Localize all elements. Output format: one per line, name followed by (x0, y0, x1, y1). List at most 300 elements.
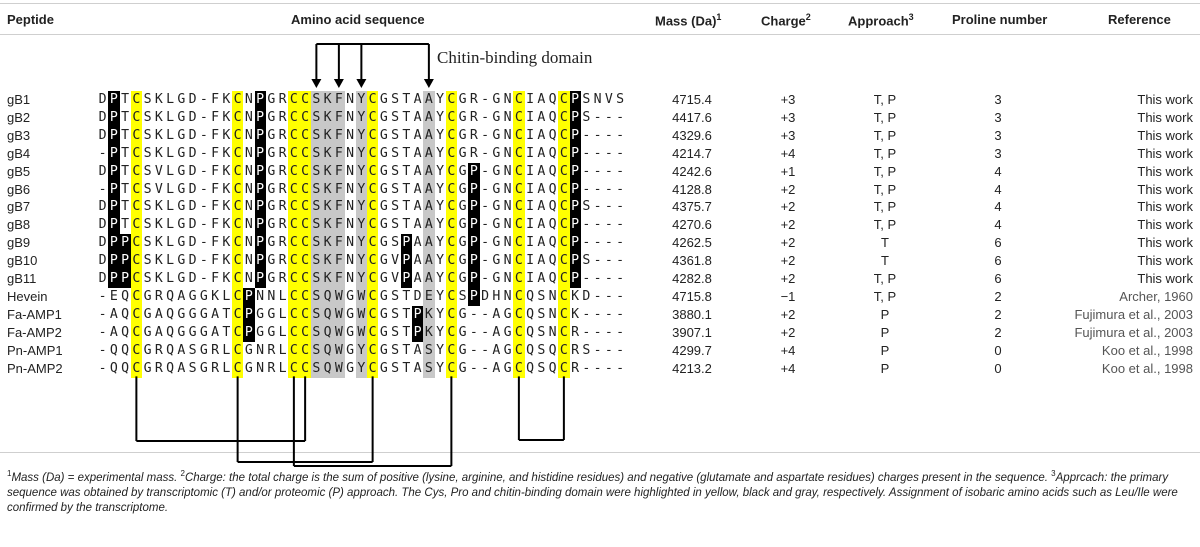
residue: A (424, 92, 433, 107)
residue: P (571, 127, 580, 143)
residue: K (222, 271, 231, 286)
residue: N (503, 145, 512, 161)
residue: S (312, 127, 321, 143)
residue: F (211, 253, 220, 269)
residue: S (582, 109, 591, 125)
residue: R (267, 342, 276, 358)
residue: C (233, 342, 242, 358)
residue: L (222, 360, 231, 376)
residue: D (582, 288, 591, 304)
residue: F (334, 163, 343, 179)
residue: A (211, 306, 220, 322)
charge-value: +4 (780, 342, 796, 358)
residue: P (256, 109, 265, 125)
proline-count: 4 (994, 199, 1002, 215)
residue: A (154, 324, 163, 340)
residue: F (334, 145, 343, 161)
residue: P (571, 235, 580, 251)
residue: - (604, 181, 613, 197)
residue: R (278, 92, 287, 107)
residue: T (121, 127, 130, 143)
residue: P (244, 306, 253, 322)
residue: G (267, 271, 276, 286)
residue: G (256, 324, 265, 340)
residue: P (571, 181, 580, 197)
residue: G (346, 342, 355, 358)
residue: C (559, 217, 568, 233)
residue: F (334, 127, 343, 143)
residue: S (391, 109, 400, 125)
residue: S (391, 360, 400, 376)
residue: S (143, 271, 152, 286)
residue: I (526, 253, 535, 269)
residue: - (616, 109, 625, 125)
peptide-name: gB3 (7, 127, 31, 143)
approach-value: T, P (873, 271, 897, 286)
residue: S (312, 163, 321, 179)
residue: - (582, 235, 591, 251)
residue: C (447, 288, 456, 304)
charge-value: +3 (780, 92, 796, 107)
residue: F (334, 199, 343, 215)
residue: C (289, 181, 298, 197)
residue: C (514, 288, 523, 304)
residue: K (154, 109, 163, 125)
residue: N (346, 163, 355, 179)
mass-value: 4299.7 (672, 342, 712, 358)
residue: C (368, 145, 377, 161)
reference: Fujimura et al., 2003 (1074, 324, 1193, 340)
residue: F (334, 109, 343, 125)
residue: - (469, 342, 478, 358)
residue: C (289, 360, 298, 376)
residue: K (154, 253, 163, 269)
residue: C (301, 199, 310, 215)
residue: P (413, 306, 422, 322)
residue: N (503, 271, 512, 286)
residue: - (481, 127, 490, 143)
residue: C (559, 288, 568, 304)
residue: S (143, 109, 152, 125)
residue: G (177, 109, 186, 125)
residue: P (256, 235, 265, 251)
residue: N (503, 181, 512, 197)
residue: C (301, 288, 310, 304)
peptide-name: gB11 (7, 271, 37, 286)
residue: - (616, 324, 625, 340)
residue: P (469, 199, 478, 215)
residue: - (199, 92, 208, 107)
residue: G (379, 253, 388, 269)
residue: C (132, 92, 141, 107)
peptide-name: gB1 (7, 92, 31, 107)
residue: G (177, 199, 186, 215)
residue: C (559, 92, 568, 107)
residue: Q (548, 235, 557, 251)
residue: G (379, 92, 388, 107)
residue: G (199, 360, 208, 376)
residue: K (323, 92, 332, 107)
residue: C (301, 360, 310, 376)
charge-value: +2 (780, 253, 796, 269)
residue: - (199, 109, 208, 125)
residue: - (593, 235, 602, 251)
residue: A (211, 324, 220, 340)
footnotes (7, 466, 1195, 516)
residue: G (244, 360, 253, 376)
residue: G (379, 217, 388, 233)
header-reference: Reference (1108, 12, 1171, 27)
residue: T (402, 199, 411, 215)
residue: F (211, 145, 220, 161)
residue: C (301, 324, 310, 340)
residue: T (402, 306, 411, 322)
residue: L (278, 360, 287, 376)
residue: - (604, 235, 613, 251)
residue: P (256, 163, 265, 179)
residue: D (188, 217, 197, 233)
residue: C (368, 92, 377, 107)
residue: R (278, 109, 287, 125)
residue: R (278, 217, 287, 233)
residue: C (514, 360, 523, 376)
residue: C (514, 181, 523, 197)
residue: P (469, 235, 478, 251)
residue: C (514, 145, 523, 161)
residue: - (616, 288, 625, 304)
residue: P (109, 235, 118, 251)
residue: - (199, 235, 208, 251)
residue: C (368, 253, 377, 269)
peptide-name: gB2 (7, 109, 31, 125)
residue: V (604, 92, 613, 107)
residue: F (334, 181, 343, 197)
residue: P (121, 235, 130, 251)
residue: T (121, 199, 130, 215)
residue: - (604, 217, 613, 233)
residue: P (109, 127, 118, 143)
residue: C (559, 127, 568, 143)
residue: T (402, 217, 411, 233)
residue: S (537, 360, 546, 376)
residue: C (132, 181, 141, 197)
approach-value: P (880, 342, 890, 358)
reference: This work (1137, 109, 1193, 125)
residue: G (492, 217, 501, 233)
residue: P (256, 217, 265, 233)
residue: T (402, 109, 411, 125)
residue: C (559, 145, 568, 161)
residue: Q (323, 324, 332, 340)
residue: N (256, 288, 265, 304)
residue: S (312, 271, 321, 286)
residue: R (154, 342, 163, 358)
residue: S (312, 342, 321, 358)
residue: - (469, 324, 478, 340)
residue: V (154, 181, 163, 197)
residue: G (188, 306, 197, 322)
approach-value: T, P (873, 199, 897, 215)
residue: N (244, 235, 253, 251)
residue: - (98, 145, 107, 161)
residue: G (379, 163, 388, 179)
residue: K (222, 199, 231, 215)
residue: C (289, 92, 298, 107)
residue: Q (526, 324, 535, 340)
residue: A (492, 324, 501, 340)
residue: Y (436, 235, 445, 251)
proline-count: 2 (994, 288, 1002, 304)
residue: K (323, 127, 332, 143)
residue: D (188, 253, 197, 269)
residue: C (289, 253, 298, 269)
residue: C (447, 324, 456, 340)
peptide-name: gB4 (7, 145, 31, 161)
residue: - (481, 360, 490, 376)
residue: R (278, 145, 287, 161)
header-charge-sup: 2 (805, 12, 811, 22)
residue: C (301, 253, 310, 269)
residue: C (368, 306, 377, 322)
residue: R (469, 145, 478, 161)
residue: N (503, 217, 512, 233)
residue: P (244, 288, 253, 304)
residue: G (503, 324, 512, 340)
residue: C (514, 217, 523, 233)
residue: - (604, 288, 613, 304)
residue: A (154, 306, 163, 322)
approach-value: T, P (873, 127, 897, 143)
residue: C (233, 217, 242, 233)
residue: G (379, 109, 388, 125)
mass-value: 3880.1 (672, 306, 712, 322)
residue: - (98, 288, 107, 304)
residue: R (211, 342, 220, 358)
residue: - (481, 92, 490, 107)
residue: P (571, 92, 580, 107)
residue: N (503, 92, 512, 107)
residue: N (346, 145, 355, 161)
residue: P (109, 145, 118, 161)
residue: G (244, 342, 253, 358)
residue: N (548, 306, 557, 322)
residue: A (492, 342, 501, 358)
residue: F (334, 235, 343, 251)
residue: N (346, 127, 355, 143)
residue: N (244, 109, 253, 125)
residue: D (188, 181, 197, 197)
residue: - (582, 306, 591, 322)
residue: - (604, 324, 613, 340)
residue: Y (357, 145, 366, 161)
residue: - (582, 271, 591, 286)
residue: P (109, 253, 118, 269)
residue: C (514, 271, 523, 286)
residue: D (481, 288, 490, 304)
residue: C (368, 324, 377, 340)
residue: C (233, 271, 242, 286)
residue: N (244, 253, 253, 269)
residue: C (289, 199, 298, 215)
residue: P (571, 145, 580, 161)
reference: This work (1137, 217, 1193, 233)
residue: - (582, 181, 591, 197)
residue: Y (436, 127, 445, 143)
residue: C (233, 109, 242, 125)
residue: P (402, 253, 411, 269)
residue: K (222, 253, 231, 269)
residue: A (413, 199, 422, 215)
residue: - (582, 360, 591, 376)
residue: C (233, 253, 242, 269)
residue: Y (436, 199, 445, 215)
residue: I (526, 271, 535, 286)
reference: This work (1137, 163, 1193, 179)
residue: D (188, 109, 197, 125)
residue: A (537, 271, 546, 286)
residue: G (346, 360, 355, 376)
residue: G (267, 199, 276, 215)
residue: Q (323, 360, 332, 376)
reference: This work (1137, 145, 1193, 161)
reference: This work (1137, 92, 1193, 107)
charge-value: +4 (780, 145, 796, 161)
residue: - (604, 127, 613, 143)
residue: N (503, 109, 512, 125)
residue: G (177, 324, 186, 340)
residue: V (154, 163, 163, 179)
residue: G (458, 181, 467, 197)
residue: L (278, 306, 287, 322)
residue: A (492, 360, 501, 376)
residue: - (582, 145, 591, 161)
residue: N (548, 288, 557, 304)
residue: P (109, 217, 118, 233)
residue: T (402, 342, 411, 358)
residue: G (267, 145, 276, 161)
residue: Q (166, 306, 175, 322)
residue: L (166, 253, 175, 269)
residue: S (143, 181, 152, 197)
residue: N (548, 324, 557, 340)
residue: C (301, 235, 310, 251)
residue: D (188, 163, 197, 179)
proline-count: 6 (994, 253, 1002, 269)
residue: - (604, 360, 613, 376)
residue: - (481, 109, 490, 125)
residue: W (334, 306, 343, 322)
residue: Q (121, 306, 130, 322)
residue: Y (357, 217, 366, 233)
residue: K (154, 92, 163, 107)
residue: Y (357, 253, 366, 269)
residue: K (323, 163, 332, 179)
residue: S (312, 288, 321, 304)
residue: C (233, 199, 242, 215)
residue: T (402, 324, 411, 340)
residue: C (132, 109, 141, 125)
residue: K (323, 109, 332, 125)
residue: Y (357, 271, 366, 286)
residue: C (514, 163, 523, 179)
residue: P (256, 127, 265, 143)
residue: C (368, 181, 377, 197)
residue: S (391, 199, 400, 215)
residue: - (582, 163, 591, 179)
residue: A (537, 181, 546, 197)
residue: C (132, 324, 141, 340)
reference: Koo et al., 1998 (1101, 342, 1193, 358)
residue: T (121, 217, 130, 233)
residue: G (143, 324, 152, 340)
residue: A (424, 145, 433, 161)
residue: - (593, 324, 602, 340)
residue: K (154, 271, 163, 286)
residue: Q (548, 109, 557, 125)
residue: - (616, 360, 625, 376)
residue: G (379, 360, 388, 376)
residue: A (413, 360, 422, 376)
residue: C (447, 145, 456, 161)
mass-value: 4375.7 (672, 199, 712, 215)
residue: F (334, 217, 343, 233)
approach-value: P (880, 306, 890, 322)
residue: S (312, 109, 321, 125)
residue: P (121, 271, 130, 286)
residue: N (503, 163, 512, 179)
proline-count: 3 (994, 92, 1002, 107)
footnote-3: Apprcach: the primary sequence was obtained by transcriptomic (T) and/or proteomic (P) approach. The Cys, Pro and chitin-binding domain were highlighted in yellow, black and gray, respectively. Assignment of isobaric amino acids such as Leu/Ile were confirmed by the transcriptome. (7, 471, 1178, 514)
proline-count: 4 (994, 217, 1002, 233)
residue: - (593, 360, 602, 376)
residue: S (312, 306, 321, 322)
residue: C (514, 235, 523, 251)
proline-count: 0 (994, 360, 1002, 376)
residue: C (368, 235, 377, 251)
residue: S (188, 360, 197, 376)
mass-value: 4128.8 (672, 181, 712, 197)
residue: L (278, 288, 287, 304)
residue: A (424, 199, 433, 215)
charge-value: +4 (780, 360, 796, 376)
mass-value: 4213.2 (672, 360, 712, 376)
proline-count: 2 (994, 324, 1002, 340)
residue: G (177, 163, 186, 179)
residue: Q (548, 181, 557, 197)
residue: G (267, 235, 276, 251)
residue: N (244, 271, 253, 286)
residue: L (166, 92, 175, 107)
residue: A (413, 342, 422, 358)
residue: A (537, 199, 546, 215)
residue: C (301, 181, 310, 197)
residue: W (357, 306, 366, 322)
residue: L (166, 271, 175, 286)
residue: G (492, 92, 501, 107)
residue: I (526, 127, 535, 143)
residue: R (278, 199, 287, 215)
residue: G (379, 181, 388, 197)
residue: S (537, 342, 546, 358)
residue: C (368, 360, 377, 376)
residue: A (177, 342, 186, 358)
residue: C (559, 271, 568, 286)
residue: L (166, 127, 175, 143)
residue: P (109, 92, 118, 107)
residue: N (244, 217, 253, 233)
residue: C (368, 288, 377, 304)
residue: - (604, 306, 613, 322)
